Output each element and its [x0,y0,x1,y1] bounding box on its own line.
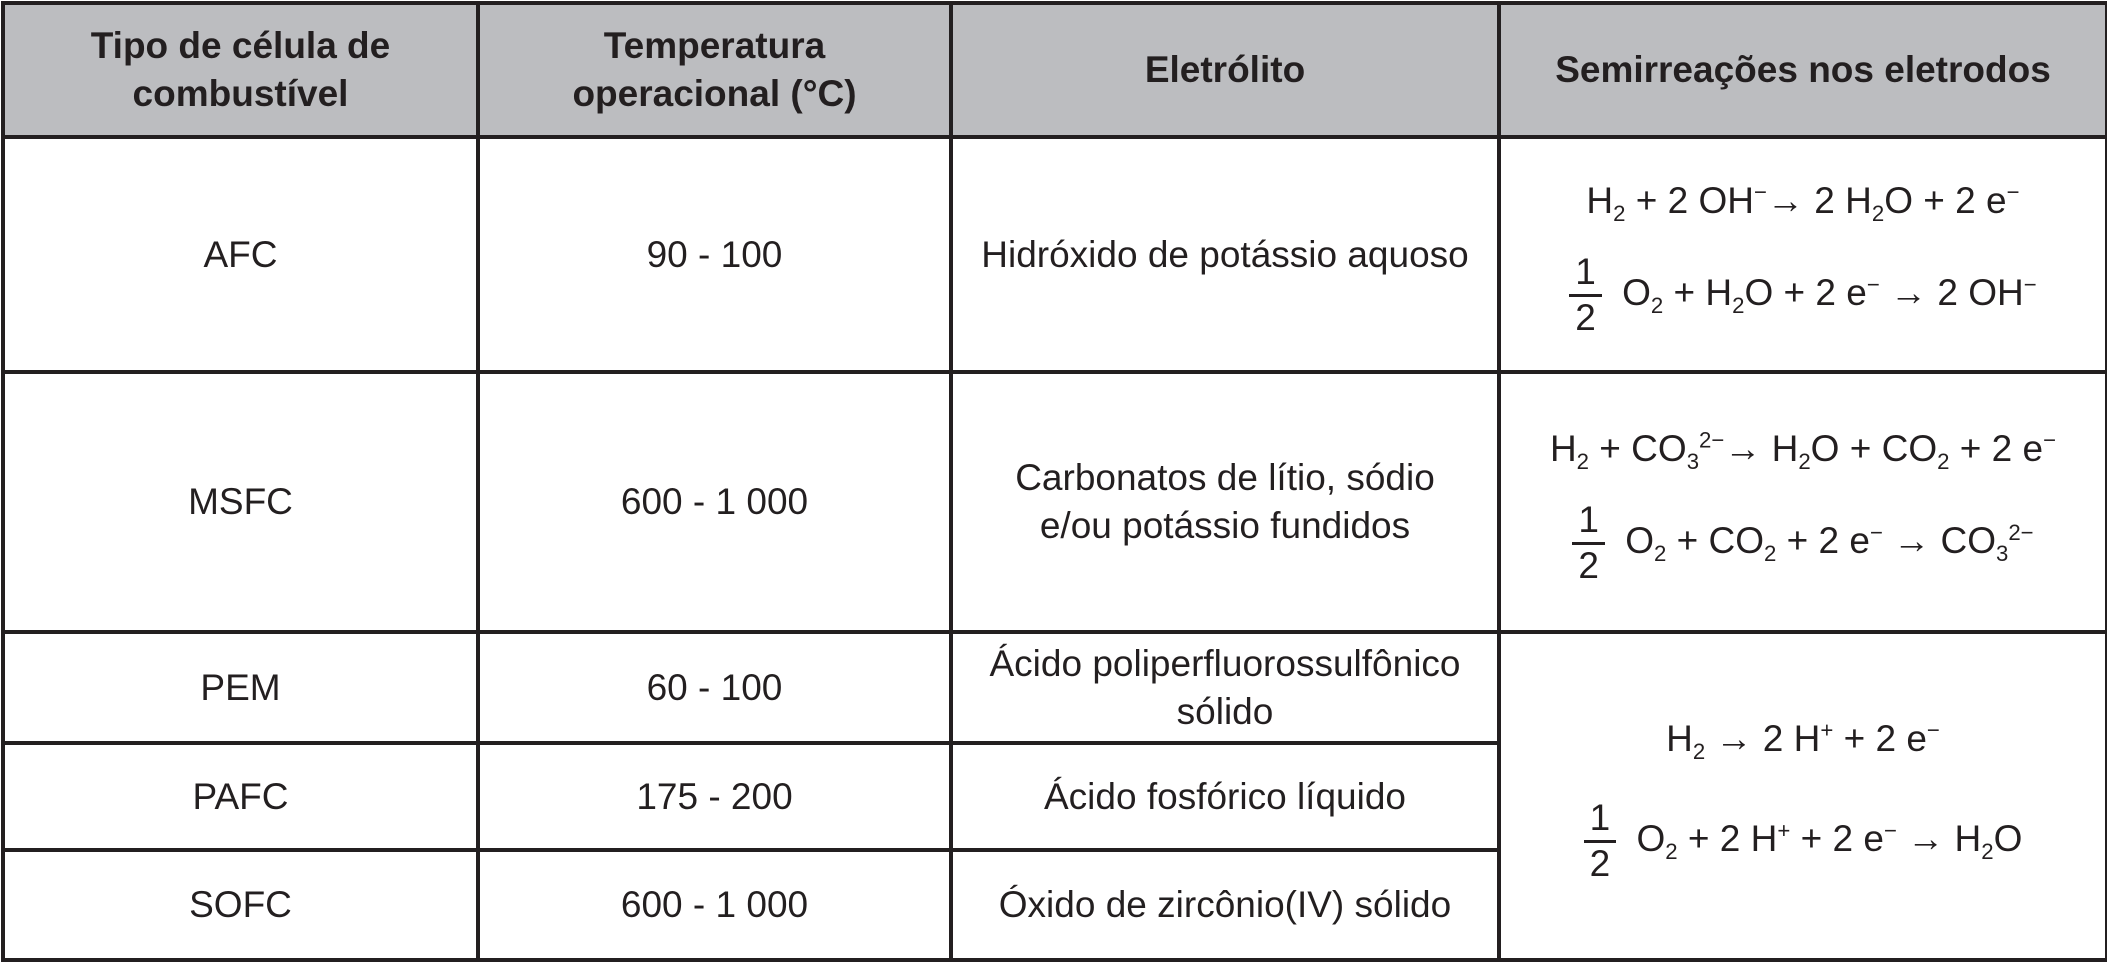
header-electrolyte: Eletrólito [951,3,1499,137]
cell-electrolyte: Ácido fosfórico líquido [951,743,1499,850]
cell-electrolyte: Carbonatos de lítio, sódio e/ou potássio fundidos [951,372,1499,632]
cell-reactions-shared [1499,632,2107,960]
fraction-one-half: $\frac{1}{2}$ [1584,799,1617,884]
cell-electrolyte: Ácido poliperfluorossulfônico sólido [951,632,1499,743]
cell-temperature: 60 - 100 [478,632,951,743]
cell-reactions-afc [1499,137,2107,372]
cell-electrolyte: Hidróxido de potássio aquoso [951,137,1499,372]
afc-cathode-reaction: $\frac{1}{2}$ $O_2 + H_2O + 2$ e− → 2 OH− [1511,253,2095,338]
table-row [3,632,2107,743]
cell-type: AFC [3,137,478,372]
shared-cathode-reaction: $\frac{1}{2}$ $O_2 + 2$ H+ + 2 $e^- \to H_2O$ [1511,799,2095,884]
shared-anode-reaction: $H_2 \to 2$ H+ + 2 e− [1666,717,1940,764]
msfc-anode-reaction: $H_2 + CO_3^{2-}\to H_2O + CO_2 + 2$ e− [1549,427,2057,474]
cell-temperature: 90 - 100 [478,137,951,372]
cell-type: SOFC [3,850,478,960]
cell-type: PAFC [3,743,478,850]
cell-temperature: 600 - 1 000 [478,850,951,960]
table-row [3,137,2107,372]
cell-electrolyte: Óxido de zircônio(IV) sólido [951,850,1499,960]
fraction-one-half: $\frac{1}{2}$ [1569,253,1602,338]
header-row [3,3,2107,137]
cell-reactions-msfc [1499,372,2107,632]
table-row [3,372,2107,632]
fuel-cell-table [1,1,2107,962]
cell-type: PEM [3,632,478,743]
msfc-cathode-reaction: $\frac{1}{2}$ $O_2 + CO_2 + 2$ $e^- \to CO_3^{2-}$ [1511,501,2095,586]
header-type: Tipo de célula de combustível [3,3,478,137]
cell-temperature: 600 - 1 000 [478,372,951,632]
cell-type: MSFC [3,372,478,632]
afc-anode-reaction: $H_2 + 2$ OH−→ 2 $H_2O + 2$ e− [1586,179,2020,226]
cell-temperature: 175 - 200 [478,743,951,850]
header-temperature: Temperatura operacional (°C) [478,3,951,137]
fraction-one-half: $\frac{1}{2}$ [1572,501,1605,586]
fuel-cell-table-container [1,1,2105,958]
header-reactions: Semirreações nos eletrodos [1499,3,2107,137]
